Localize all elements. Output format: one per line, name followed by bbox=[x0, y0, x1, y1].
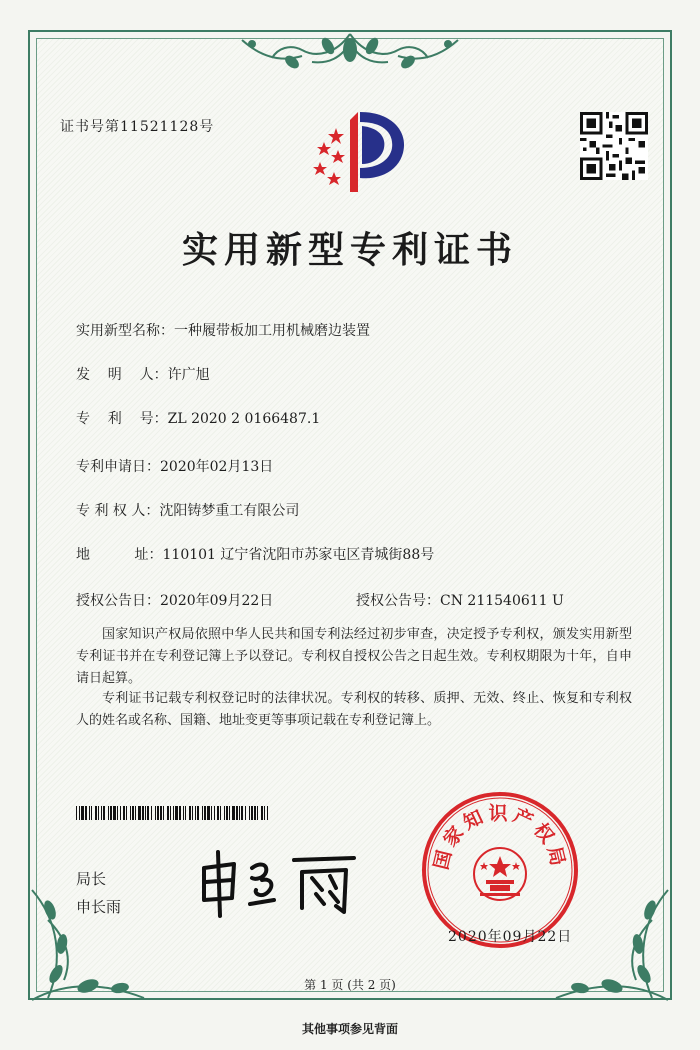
grant-date-value: 2020年09月22日 bbox=[160, 593, 274, 609]
grant-statement-paragraph: 国家知识产权局依照中华人民共和国专利法经过初步审查，决定授予专利权，颁发实用新型专利证书并在专利登记簿上予以登记。专利权自授权公告之日起生效。专利权期限为十年，自申请日起算。 bbox=[76, 627, 632, 686]
address-label: 地 址： bbox=[76, 547, 163, 563]
patentee-value: 沈阳铸梦重工有限公司 bbox=[159, 503, 300, 519]
grant-date-label: 授权公告日： bbox=[76, 593, 160, 609]
seal-text: 国家知识产权局 bbox=[430, 802, 570, 872]
certificate-title: 实用新型专利证书 bbox=[181, 229, 518, 271]
signatory-title: 局长 bbox=[76, 870, 107, 888]
inventor-value: 许广旭 bbox=[167, 367, 210, 383]
patentee-row bbox=[76, 500, 299, 520]
barcode-icon bbox=[76, 806, 268, 820]
grant-number-label: 授权公告号： bbox=[356, 593, 440, 609]
qr-code-icon bbox=[580, 112, 648, 180]
patent-number-row bbox=[76, 408, 320, 428]
sipo-emblem-icon bbox=[298, 104, 416, 196]
legal-status-paragraph: 专利证书记载专利权登记时的法律状况。专利权的转移、质押、无效、终止、恢复和专利权人的姓名或名称、国籍、地址变更等事项记载在专利登记簿上。 bbox=[76, 691, 632, 728]
address-row bbox=[76, 544, 434, 564]
inventor-label: 发 明 人： bbox=[76, 367, 168, 383]
address-value: 110101 辽宁省沈阳市苏家屯区青城街88号 bbox=[162, 547, 435, 563]
seal-date: 2020年09月22日 bbox=[448, 929, 573, 945]
footer-note: 其他事项参见背面 bbox=[301, 1022, 398, 1036]
top-ornament-icon bbox=[232, 28, 468, 74]
grant-number-value: CN 211540611 U bbox=[440, 593, 564, 609]
page-number: 第 1 页 (共 2 页) bbox=[304, 978, 396, 992]
grant-number-row bbox=[356, 590, 564, 610]
utility-model-name-row bbox=[76, 320, 370, 340]
filing-date-label: 专利申请日： bbox=[76, 459, 160, 475]
filing-date-row bbox=[76, 456, 273, 476]
utility-model-name-label: 实用新型名称： bbox=[76, 323, 174, 339]
utility-model-name-value: 一种履带板加工用机械磨边装置 bbox=[174, 323, 370, 339]
inventor-row bbox=[76, 364, 210, 384]
certificate-number: 证书号第11521128号 bbox=[60, 119, 215, 135]
signatory-name: 申长雨 bbox=[76, 898, 122, 916]
patent-number-label: 专 利 号： bbox=[76, 411, 168, 427]
grant-date-row bbox=[76, 590, 273, 610]
handwritten-signature bbox=[190, 846, 365, 921]
patentee-label: 专 利 权 人： bbox=[76, 503, 160, 519]
patent-number-value: ZL 2020 2 0166487.1 bbox=[167, 411, 321, 427]
filing-date-value: 2020年02月13日 bbox=[160, 459, 274, 475]
